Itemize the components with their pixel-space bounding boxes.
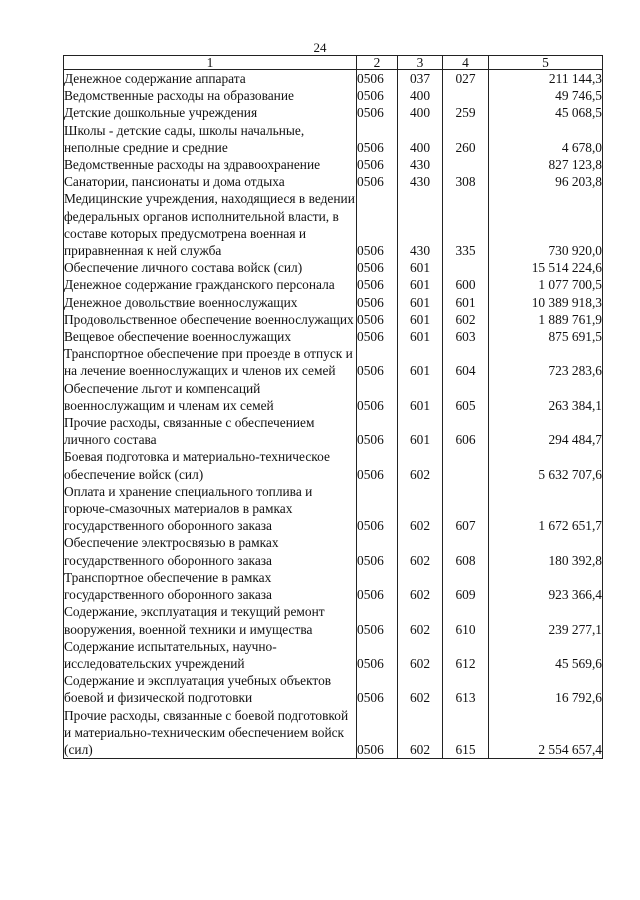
- row-target-code: 601: [398, 414, 443, 448]
- header-col-5: 5: [489, 56, 603, 70]
- budget-table: [63, 55, 603, 759]
- row-section-code: 0506: [357, 190, 398, 259]
- row-name: Санатории, пансионаты и дома отдыха: [64, 173, 357, 190]
- page-number: 24: [313, 40, 327, 55]
- row-section-code: 0506: [357, 483, 398, 535]
- row-name: Прочие расходы, связанные с боевой подготовкой и материально-техническим обеспечением войск (сил): [64, 707, 357, 759]
- row-section-code: 0506: [357, 259, 398, 276]
- header-col-4: 4: [443, 56, 489, 70]
- row-section-code: 0506: [357, 276, 398, 293]
- row-expense-code: 607: [443, 483, 489, 535]
- row-name: Вещевое обеспечение военнослужащих: [64, 328, 357, 345]
- row-amount: 263 384,1: [489, 380, 603, 414]
- row-name: Ведомственные расходы на здравоохранение: [64, 156, 357, 173]
- table-row: [64, 414, 603, 448]
- row-section-code: 0506: [357, 294, 398, 311]
- table-row: [64, 87, 603, 104]
- row-target-code: 430: [398, 190, 443, 259]
- row-expense-code: 600: [443, 276, 489, 293]
- row-amount: 2 554 657,4: [489, 707, 603, 759]
- row-expense-code: 605: [443, 380, 489, 414]
- row-target-code: 601: [398, 380, 443, 414]
- table-row: [64, 380, 603, 414]
- row-amount: 1 077 700,5: [489, 276, 603, 293]
- row-name: Обеспечение личного состава войск (сил): [64, 259, 357, 276]
- row-name: Детские дошкольные учреждения: [64, 104, 357, 121]
- table-row: [64, 70, 603, 88]
- table-body: [64, 70, 603, 759]
- row-target-code: 602: [398, 483, 443, 535]
- row-expense-code: 601: [443, 294, 489, 311]
- row-section-code: 0506: [357, 173, 398, 190]
- header-col-2: 2: [357, 56, 398, 70]
- row-target-code: 430: [398, 156, 443, 173]
- row-section-code: 0506: [357, 311, 398, 328]
- row-target-code: 602: [398, 638, 443, 672]
- row-section-code: 0506: [357, 156, 398, 173]
- row-name: Медицинские учреждения, находящиеся в ведении федеральных органов исполнительной власти, в составе которых предусмотрена военная и приравненная к ней служба: [64, 191, 355, 259]
- row-expense-code: 609: [443, 569, 489, 603]
- row-name: Боевая подготовка и материально-техническое обеспечение войск (сил): [64, 448, 357, 482]
- row-name: Ведомственные расходы на образование: [64, 87, 357, 104]
- table-row: [64, 104, 603, 121]
- row-name: Обеспечение льгот и компенсаций военнослужащим и членам их семей: [64, 380, 357, 414]
- row-expense-code: 260: [443, 122, 489, 156]
- row-target-code: 400: [398, 87, 443, 104]
- row-expense-code: 603: [443, 328, 489, 345]
- row-target-code: 601: [398, 328, 443, 345]
- row-section-code: 0506: [357, 70, 398, 88]
- row-target-code: 601: [398, 259, 443, 276]
- row-target-code: 602: [398, 569, 443, 603]
- table-row: [64, 328, 603, 345]
- row-section-code: 0506: [357, 328, 398, 345]
- row-section-code: 0506: [357, 104, 398, 121]
- row-expense-code: 615: [443, 707, 489, 759]
- row-amount: 730 920,0: [489, 190, 603, 259]
- row-name: Обеспечение электросвязью в рамках государственного оборонного заказа: [64, 534, 357, 568]
- row-target-code: 430: [398, 173, 443, 190]
- row-amount: 923 366,4: [489, 569, 603, 603]
- row-section-code: 0506: [357, 414, 398, 448]
- row-amount: 5 632 707,6: [489, 448, 603, 482]
- row-target-code: 601: [398, 294, 443, 311]
- row-amount: 239 277,1: [489, 603, 603, 637]
- row-expense-code: 608: [443, 534, 489, 568]
- row-target-code: 037: [398, 70, 443, 88]
- row-section-code: 0506: [357, 87, 398, 104]
- table-row: [64, 345, 603, 379]
- row-name: Транспортное обеспечение при проезде в отпуск и на лечение военнослужащих и членов их семей: [64, 345, 357, 379]
- table-row: [64, 122, 603, 156]
- row-section-code: 0506: [357, 448, 398, 482]
- row-section-code: 0506: [357, 707, 398, 759]
- row-target-code: 602: [398, 448, 443, 482]
- row-section-code: 0506: [357, 534, 398, 568]
- row-expense-code: 613: [443, 672, 489, 706]
- row-name: Продовольственное обеспечение военнослужащих: [64, 311, 357, 328]
- row-target-code: 602: [398, 707, 443, 759]
- table-row: [64, 569, 603, 603]
- header-col-3: 3: [398, 56, 443, 70]
- row-section-code: 0506: [357, 638, 398, 672]
- row-section-code: 0506: [357, 569, 398, 603]
- row-amount: 294 484,7: [489, 414, 603, 448]
- row-target-code: 602: [398, 534, 443, 568]
- row-target-code: 601: [398, 276, 443, 293]
- row-amount: 723 283,6: [489, 345, 603, 379]
- row-section-code: 0506: [357, 122, 398, 156]
- table-row: [64, 638, 603, 672]
- row-target-code: 602: [398, 672, 443, 706]
- table-row: [64, 534, 603, 568]
- row-expense-code: [443, 156, 489, 173]
- row-name: Денежное содержание гражданского персонала: [64, 276, 357, 293]
- row-name: Школы - детские сады, школы начальные, неполные средние и средние: [64, 122, 357, 156]
- row-amount: 16 792,6: [489, 672, 603, 706]
- table-row: [64, 259, 603, 276]
- table-row: [64, 190, 603, 259]
- row-section-code: 0506: [357, 345, 398, 379]
- row-name: Содержание, эксплуатация и текущий ремонт вооружения, военной техники и имущества: [64, 603, 357, 637]
- table-row: [64, 707, 603, 759]
- table-row: [64, 448, 603, 482]
- row-amount: 827 123,8: [489, 156, 603, 173]
- table-row: [64, 156, 603, 173]
- row-target-code: 602: [398, 603, 443, 637]
- table-row: [64, 294, 603, 311]
- row-expense-code: 308: [443, 173, 489, 190]
- row-target-code: 601: [398, 345, 443, 379]
- row-amount: 180 392,8: [489, 534, 603, 568]
- row-amount: 4 678,0: [489, 122, 603, 156]
- row-name: Прочие расходы, связанные с обеспечением личного состава: [64, 414, 357, 448]
- row-amount: 1 889 761,9: [489, 311, 603, 328]
- table-row: [64, 276, 603, 293]
- table-header: [64, 56, 603, 70]
- row-amount: 15 514 224,6: [489, 259, 603, 276]
- header-row: [64, 56, 603, 70]
- row-name: Денежное содержание аппарата: [64, 70, 357, 88]
- row-name: Денежное довольствие военнослужащих: [64, 294, 357, 311]
- row-expense-code: 610: [443, 603, 489, 637]
- row-target-code: 601: [398, 311, 443, 328]
- row-target-code: 400: [398, 104, 443, 121]
- row-expense-code: [443, 448, 489, 482]
- table-row: [64, 603, 603, 637]
- row-section-code: 0506: [357, 380, 398, 414]
- row-target-code: 400: [398, 122, 443, 156]
- row-section-code: 0506: [357, 672, 398, 706]
- row-expense-code: [443, 259, 489, 276]
- row-name: Содержание испытательных, научно-исследовательских учреждений: [64, 638, 357, 672]
- row-expense-code: 604: [443, 345, 489, 379]
- row-amount: 45 569,6: [489, 638, 603, 672]
- row-expense-code: 606: [443, 414, 489, 448]
- row-amount: 211 144,3: [489, 70, 603, 88]
- row-expense-code: 259: [443, 104, 489, 121]
- row-amount: 1 672 651,7: [489, 483, 603, 535]
- row-expense-code: 612: [443, 638, 489, 672]
- table-row: [64, 483, 603, 535]
- row-expense-code: 602: [443, 311, 489, 328]
- header-col-1: 1: [64, 56, 357, 70]
- table-row: [64, 672, 603, 706]
- row-name: Содержание и эксплуатация учебных объектов боевой и физической подготовки: [64, 672, 357, 706]
- row-name: Транспортное обеспечение в рамках государственного оборонного заказа: [64, 569, 357, 603]
- row-section-code: 0506: [357, 603, 398, 637]
- row-amount: 10 389 918,3: [489, 294, 603, 311]
- row-expense-code: [443, 87, 489, 104]
- table-row: [64, 173, 603, 190]
- row-amount: 875 691,5: [489, 328, 603, 345]
- row-name: Оплата и хранение специального топлива и горюче-смазочных материалов в рамках государственного оборонного заказа: [64, 483, 357, 535]
- row-amount: 49 746,5: [489, 87, 603, 104]
- row-expense-code: 335: [443, 190, 489, 259]
- table-row: [64, 311, 603, 328]
- row-amount: 45 068,5: [489, 104, 603, 121]
- row-expense-code: 027: [443, 70, 489, 88]
- row-amount: 96 203,8: [489, 173, 603, 190]
